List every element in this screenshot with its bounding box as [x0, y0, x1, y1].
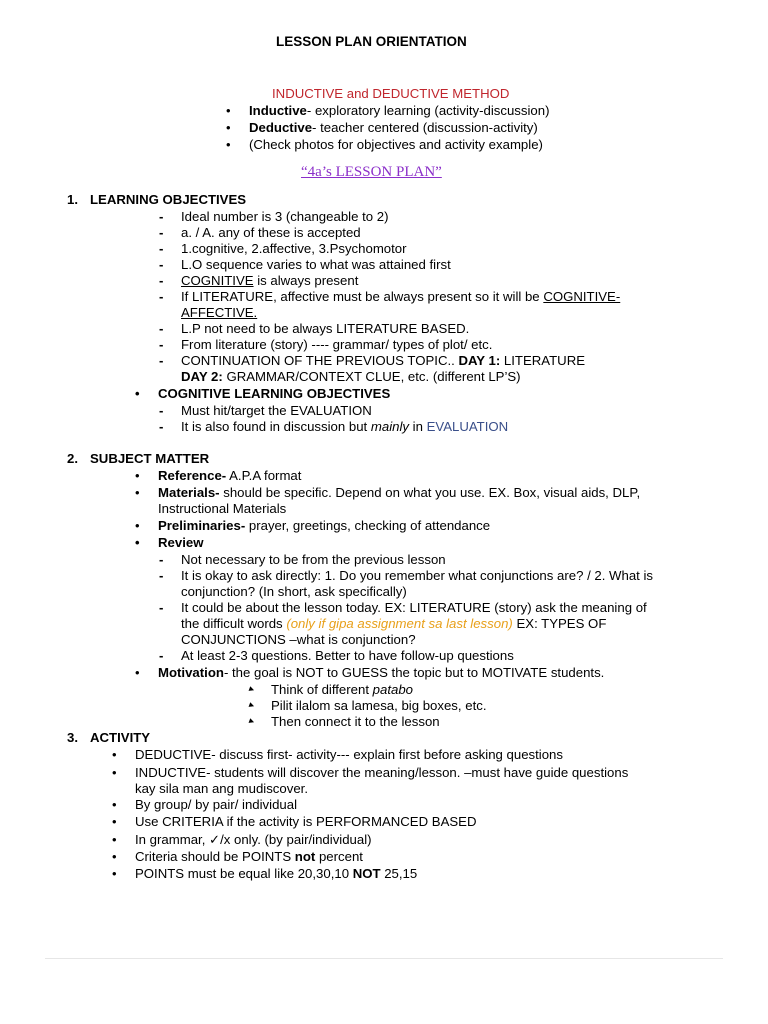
- section-activity: 3. ACTIVITY: [67, 730, 151, 745]
- list-item-continuation: kay sila man ang mudiscover.: [135, 781, 308, 796]
- list-item: • In grammar, ✓/x only. (by pair/individual): [135, 832, 372, 848]
- motivation-item: • Motivation- the goal is NOT to GUESS the topic but to MOTIVATE students.: [158, 665, 604, 681]
- list-item-continuation: DAY 2: GRAMMAR/CONTEXT CLUE, etc. (different LP’S): [181, 369, 521, 384]
- list-item: - From literature (story) ---- grammar/ types of plot/ etc.: [181, 337, 492, 353]
- list-item: - At least 2-3 questions. Better to have follow-up questions: [181, 648, 514, 664]
- list-item: ▸ Think of different patabo: [271, 682, 413, 698]
- list-item: - COGNITIVE is always present: [181, 273, 358, 289]
- list-item-continuation: AFFECTIVE.: [181, 305, 258, 320]
- list-item: - Must hit/target the EVALUATION: [181, 403, 372, 419]
- list-item: - It could be about the lesson today. EX: LITERATURE (story) ask the meaning of: [181, 600, 647, 616]
- method-item-deductive: • Deductive- teacher centered (discussion-activity): [249, 120, 538, 136]
- list-item: - If LITERATURE, affective must be always present so it will be COGNITIVE-: [181, 289, 620, 305]
- list-item: - Not necessary to be from the previous lesson: [181, 552, 446, 568]
- list-item: • Reference- A.P.A format: [158, 468, 301, 484]
- list-item: • By group/ by pair/ individual: [135, 797, 297, 813]
- page-title: LESSON PLAN ORIENTATION: [276, 34, 467, 49]
- method-item-inductive: • Inductive- exploratory learning (activity-discussion): [249, 103, 549, 119]
- list-item: • Preliminaries- prayer, greetings, checking of attendance: [158, 518, 490, 534]
- list-item: - L.O sequence varies to what was attained first: [181, 257, 451, 273]
- method-item-note: • (Check photos for objectives and activity example): [249, 137, 543, 153]
- page-divider: [45, 958, 723, 959]
- list-item-continuation: the difficult words (only if gipa assignment sa last lesson) EX: TYPES OF: [181, 616, 607, 631]
- review-heading: • Review: [158, 535, 203, 551]
- list-item: - a. / A. any of these is accepted: [181, 225, 361, 241]
- list-item: • INDUCTIVE- students will discover the meaning/lesson. –must have guide questions: [135, 765, 628, 781]
- list-item-continuation: CONJUNCTIONS –what is conjunction?: [181, 632, 416, 647]
- list-item-continuation: Instructional Materials: [158, 501, 287, 516]
- list-item: • Use CRITERIA if the activity is PERFORMANCED BASED: [135, 814, 476, 830]
- cognitive-objectives-heading: • COGNITIVE LEARNING OBJECTIVES: [158, 386, 390, 402]
- list-item: • DEDUCTIVE- discuss first- activity--- explain first before asking questions: [135, 747, 563, 763]
- plan-title: “4a’s LESSON PLAN”: [301, 164, 442, 180]
- list-item: • POINTS must be equal like 20,30,10 NOT 25,15: [135, 866, 417, 882]
- list-item: ▸ Then connect it to the lesson: [271, 714, 440, 730]
- list-item: - Ideal number is 3 (changeable to 2): [181, 209, 388, 225]
- list-item: - It is also found in discussion but mainly in EVALUATION: [181, 419, 508, 435]
- section-learning-objectives: 1. LEARNING OBJECTIVES: [67, 192, 247, 207]
- list-item: ▸ Pilit ilalom sa lamesa, big boxes, etc.: [271, 698, 487, 714]
- list-item: - CONTINUATION OF THE PREVIOUS TOPIC.. DAY 1: LITERATURE: [181, 353, 585, 369]
- section-subject-matter: 2. SUBJECT MATTER: [67, 451, 210, 466]
- method-heading: INDUCTIVE and DEDUCTIVE METHOD: [272, 86, 510, 101]
- list-item: - 1.cognitive, 2.affective, 3.Psychomotor: [181, 241, 407, 257]
- list-item: - L.P not need to be always LITERATURE BASED.: [181, 321, 469, 337]
- list-item: • Criteria should be POINTS not percent: [135, 849, 363, 865]
- list-item: • Materials- should be specific. Depend on what you use. EX. Box, visual aids, DLP,: [158, 485, 640, 501]
- list-item-continuation: conjunction? (In short, ask specifically): [181, 584, 407, 599]
- list-item: - It is okay to ask directly: 1. Do you remember what conjunctions are? / 2. What is: [181, 568, 653, 584]
